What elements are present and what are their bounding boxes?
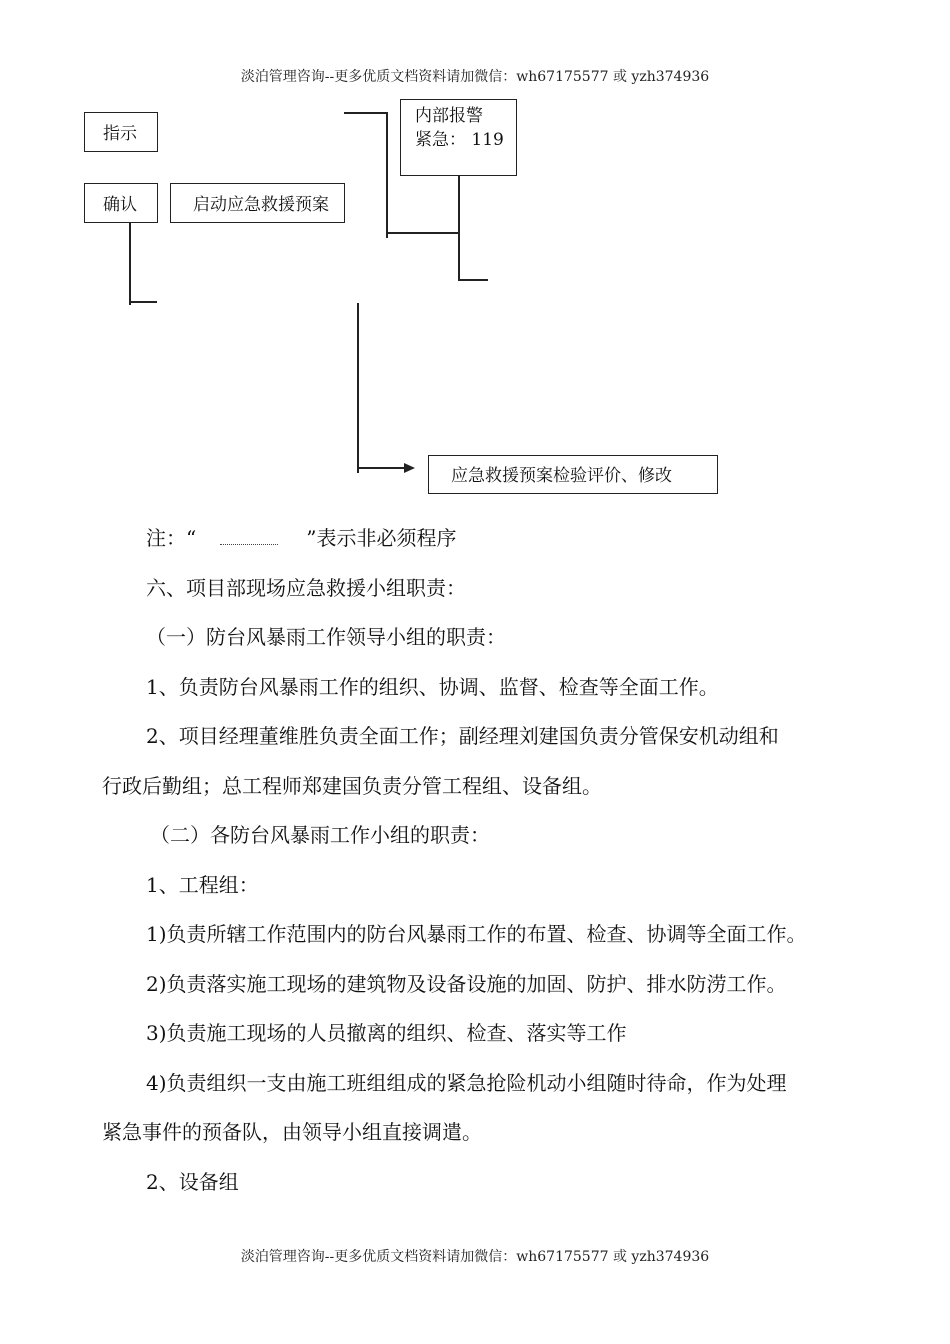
- note-suffix: ”表示非必须程序: [306, 526, 457, 550]
- connector-line: [344, 112, 387, 114]
- instruct-box: 指示: [84, 112, 158, 152]
- confirm-box: 确认: [84, 183, 158, 223]
- arrow-head-icon: [404, 462, 416, 474]
- connector-line: [357, 303, 359, 473]
- page-header: 淡泊管理咨询--更多优质文档资料请加微信：wh67175577 或 yzh374936: [240, 69, 710, 85]
- connector-line: [458, 279, 488, 281]
- eng-item2: 2)负责落实施工现场的建筑物及设备设施的加固、防护、排水防涝工作。: [146, 972, 787, 996]
- note: [146, 514, 906, 563]
- connector-line: [458, 176, 460, 280]
- eng-item4-line1: 4)负责组织一支由施工班组组成的紧急抢险机动小组随时待命，作为处理: [146, 1071, 787, 1095]
- note-prefix: 注：“: [146, 526, 197, 550]
- eng-item1: 1)负责所辖工作范围内的防台风暴雨工作的布置、检查、协调等全面工作。: [146, 922, 807, 946]
- eng-item3: 3)负责施工现场的人员撤离的组织、检查、落实等工作: [146, 1021, 627, 1045]
- connector-line: [129, 301, 157, 303]
- connector-line: [386, 232, 459, 234]
- section6-title: 六、项目部现场应急救援小组职责：: [146, 576, 466, 600]
- evaluation-box: 应急救援预案检验评价、修改: [428, 455, 718, 494]
- connector-line: [386, 112, 388, 238]
- start-plan-box: 启动应急救援预案: [170, 183, 345, 223]
- item1: 1、负责防台风暴雨工作的组织、协调、监督、检查等全面工作。: [146, 675, 719, 699]
- connector-line: [129, 223, 131, 305]
- dotted-line-sample: [220, 530, 278, 545]
- arrow-line: [357, 467, 407, 469]
- sub2-title: （二）各防台风暴雨工作小组的职责：: [150, 823, 490, 847]
- item2-line1: 2、项目经理董维胜负责全面工作；副经理刘建国负责分管保安机动组和: [146, 724, 779, 748]
- internal-alarm-line2: 紧急： 119: [415, 130, 504, 150]
- eng-item4-line2: 紧急事件的预备队，由领导小组直接调遣。: [102, 1120, 482, 1144]
- internal-alarm-line1: 内部报警: [415, 106, 483, 126]
- item2-line2: 行政后勤组；总工程师郑建国负责分管工程组、设备组。: [102, 774, 602, 798]
- internal-alarm-box: [400, 99, 517, 176]
- eng-title: 1、工程组：: [146, 873, 259, 897]
- sub1-title: （一）防台风暴雨工作领导小组的职责：: [146, 625, 506, 649]
- equip-title: 2、设备组: [146, 1170, 239, 1194]
- page-footer: 淡泊管理咨询--更多优质文档资料请加微信：wh67175577 或 yzh374936: [240, 1249, 710, 1265]
